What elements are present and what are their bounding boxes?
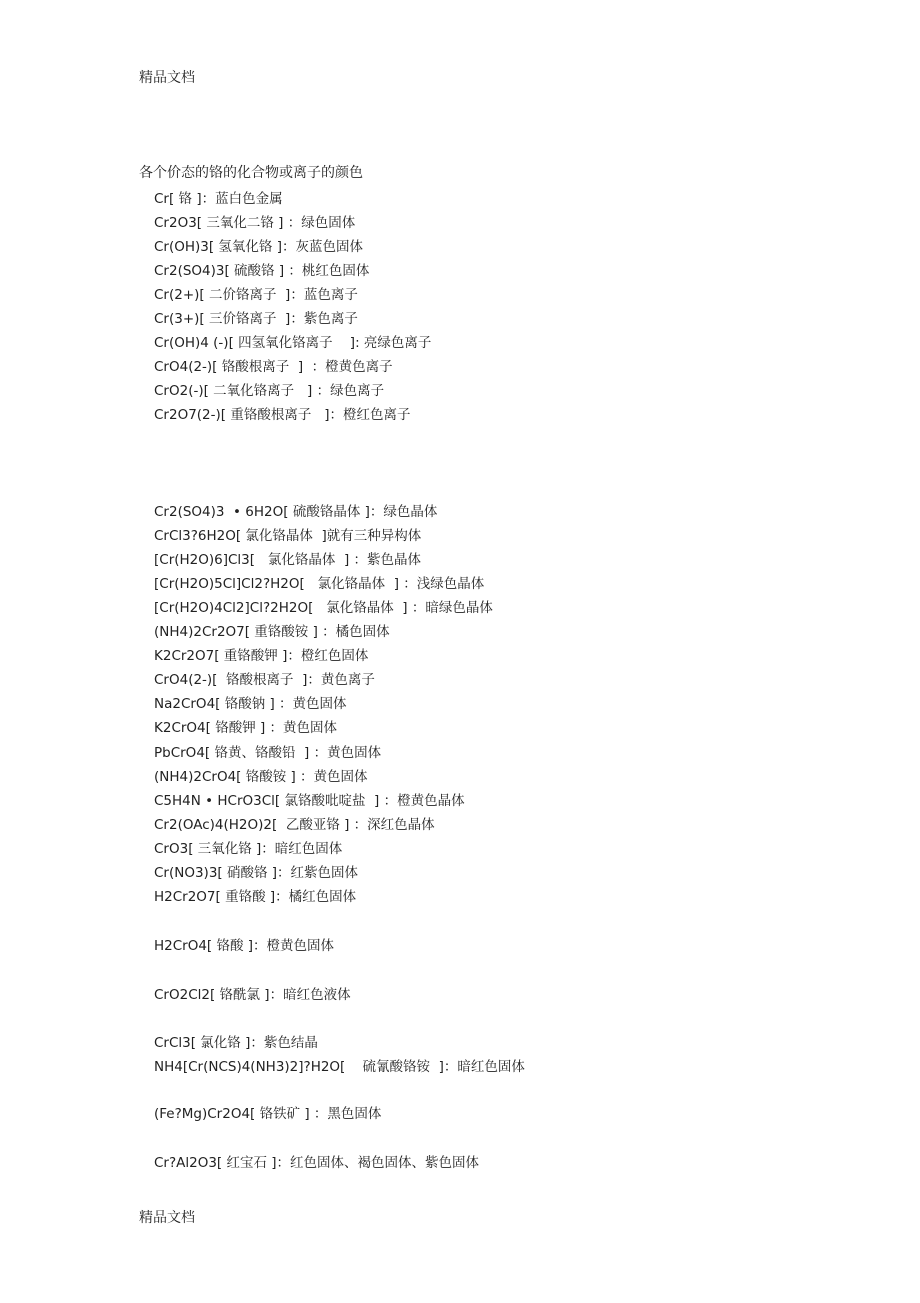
text-line: K2CrO4[ 铬酸钾 ] ：黄色固体: [154, 720, 338, 736]
text-line: Cr2(SO4)3 • 6H2O[ 硫酸铬晶体 ]：绿色晶体: [154, 504, 438, 520]
text-line: CrO2Cl2[ 铬酰氯 ]：暗红色液体: [154, 987, 351, 1003]
text-line: Cr(NO3)3[ 硝酸铬 ]：红紫色固体: [154, 865, 359, 881]
text-line: [Cr(H2O)5Cl]Cl2?H2O[ 氯化铬晶体 ] ：浅绿色晶体: [154, 576, 485, 592]
text-line: Cr2(SO4)3[ 硫酸铬 ] ：桃红色固体: [154, 263, 370, 279]
page-header-label: 精品文档: [139, 70, 195, 86]
text-line: C5H4N • HCrO3Cl[ 氯铬酸吡啶盐 ] ：橙黄色晶体: [154, 793, 465, 809]
text-line: NH4[Cr(NCS)4(NH3)2]?H2O[ 硫氰酸铬铵 ]：暗红色固体: [154, 1059, 525, 1075]
text-line: [Cr(H2O)6]Cl3[ 氯化铬晶体 ] ：紫色晶体: [154, 552, 422, 568]
text-line: H2Cr2O7[ 重铬酸 ]：橘红色固体: [154, 889, 357, 905]
text-line: Cr(2+)[ 二价铬离子 ]：蓝色离子: [154, 287, 358, 303]
text-line: CrO2(-)[ 二氧化铬离子 ] ：绿色离子: [154, 383, 385, 399]
text-line: H2CrO4[ 铬酸 ]：橙黄色固体: [154, 938, 335, 954]
text-line: CrO4(2-)[ 铬酸根离子 ] ：橙黄色离子: [154, 359, 393, 375]
text-line: CrCl3[ 氯化铬 ]：紫色结晶: [154, 1035, 318, 1051]
text-line: (NH4)2Cr2O7[ 重铬酸铵 ] ：橘色固体: [154, 624, 390, 640]
text-line: (NH4)2CrO4[ 铬酸铵 ] ：黄色固体: [154, 769, 368, 785]
text-line: Cr(OH)3[ 氢氧化铬 ]：灰蓝色固体: [154, 239, 363, 255]
text-line: Cr(3+)[ 三价铬离子 ]：紫色离子: [154, 311, 358, 327]
text-line: CrO3[ 三氧化铬 ]：暗红色固体: [154, 841, 343, 857]
document-title: 各个价态的铬的化合物或离子的颜色: [139, 165, 363, 181]
text-line: K2Cr2O7[ 重铬酸钾 ]：橙红色固体: [154, 648, 369, 664]
text-line: Cr2(OAc)4(H2O)2[ 乙酸亚铬 ] ：深红色晶体: [154, 817, 435, 833]
text-line: Cr2O7(2-)[ 重铬酸根离子 ]：橙红色离子: [154, 407, 411, 423]
text-line: CrCl3?6H2O[ 氯化铬晶体 ]就有三种异构体: [154, 528, 422, 544]
page-footer-label: 精品文档: [139, 1210, 195, 1226]
text-line: PbCrO4[ 铬黄、铬酸铅 ] ：黄色固体: [154, 745, 382, 761]
text-line: Na2CrO4[ 铬酸钠 ] ：黄色固体: [154, 696, 347, 712]
text-line: Cr[ 铬 ]：蓝白色金属: [154, 191, 283, 207]
text-line: CrO4(2-)[ 铬酸根离子 ]：黄色离子: [154, 672, 375, 688]
text-line: Cr2O3[ 三氧化二铬 ] ：绿色固体: [154, 215, 356, 231]
text-line: [Cr(H2O)4Cl2]Cl?2H2O[ 氯化铬晶体 ] ：暗绿色晶体: [154, 600, 493, 616]
text-line: Cr?Al2O3[ 红宝石 ]：红色固体、褐色固体、紫色固体: [154, 1155, 480, 1171]
text-line: (Fe?Mg)Cr2O4[ 铬铁矿 ] ：黑色固体: [154, 1106, 382, 1122]
text-line: Cr(OH)4 (-)[ 四氢氧化铬离子 ]: 亮绿色离子: [154, 335, 432, 351]
